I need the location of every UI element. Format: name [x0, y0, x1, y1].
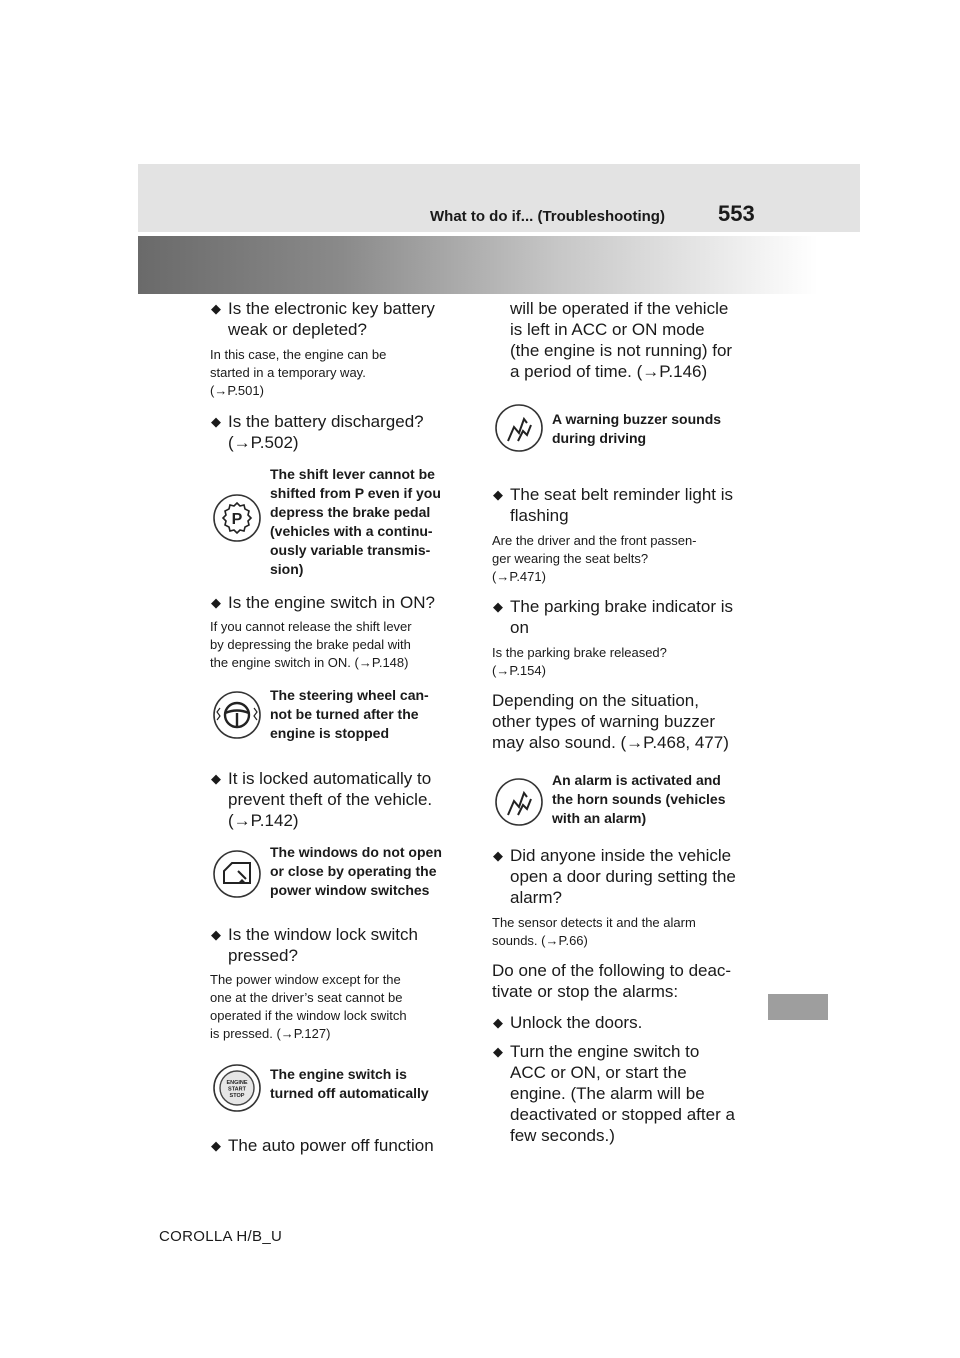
question-locked-automatically: ◆ It is locked automatically to prevent theft of the vehicle. (→P.142) — [211, 769, 433, 830]
steering-wheel-icon — [212, 690, 262, 740]
diamond-bullet-icon: ◆ — [493, 487, 503, 502]
diamond-bullet-icon: ◆ — [211, 1138, 221, 1153]
engine-start-stop-icon — [212, 1063, 262, 1113]
buzzer-icon — [494, 403, 544, 453]
answer-engine-switch-on: If you cannot release the shift lever by depressing the brake pedal with the engine switch in ON. (→P.148) — [210, 619, 412, 670]
issue-engine-switch-off — [210, 1061, 470, 1135]
issue-alarm — [492, 771, 748, 845]
warning-buzzer-note: Depending on the situation, other types of warning buzzer may also sound. (→P.468, 477) — [492, 691, 729, 752]
svg-text:P: P — [231, 511, 243, 528]
question-key-battery: ◆ Is the electronic key battery weak or depleted? — [211, 299, 435, 339]
issue-steering-wheel-label: The steering wheel can- not be turned after the engine is stopped — [270, 687, 429, 741]
diamond-bullet-icon: ◆ — [211, 414, 221, 429]
issue-engine-switch-off-label: The engine switch is turned off automatically — [270, 1066, 429, 1101]
footer-model: COROLLA H/B_U — [159, 1228, 283, 1245]
issue-windows — [210, 843, 470, 917]
question-door-opened: ◆ Did anyone inside the vehicle open a door during setting the alarm? — [493, 846, 736, 907]
shift-p-icon — [212, 493, 262, 543]
diamond-bullet-icon: ◆ — [493, 1015, 503, 1030]
deactivate-instructions: Do one of the following to deac- tivate or stop the alarms: — [492, 961, 732, 1001]
section-thumb-tab — [768, 994, 828, 1020]
svg-text:STOP: STOP — [229, 1093, 245, 1099]
answer-door-opened: The sensor detects it and the alarm sounds. (→P.66) — [492, 915, 696, 948]
issue-warning-buzzer — [492, 403, 748, 477]
issue-alarm-label: An alarm is activated and the horn sounds (vehicles with an alarm) — [552, 772, 726, 826]
auto-power-off-continued: will be operated if the vehicle is left in ACC or ON mode (the engine is not running) for a period of time. (→P.146) — [510, 299, 733, 381]
issue-steering-wheel — [210, 686, 470, 760]
diamond-bullet-icon: ◆ — [211, 595, 221, 610]
question-engine-switch-on: ◆ Is the engine switch in ON? — [211, 593, 435, 612]
alarm-icon — [494, 777, 544, 827]
svg-text:ENGINE: ENGINE — [226, 1080, 248, 1086]
step-turn-engine-switch: ◆ Turn the engine switch to ACC or ON, or start the engine. (The alarm will be deactivated or stopped after a few seconds.) — [493, 1042, 735, 1145]
question-battery-discharged: ◆ Is the battery discharged? (→P.502) — [211, 412, 424, 452]
issue-warning-buzzer-label: A warning buzzer sounds during driving — [552, 411, 722, 446]
answer-key-battery: In this case, the engine can be started in a temporary way. (→P.501) — [210, 347, 387, 398]
answer-window-lock: The power window except for the one at the driver’s seat cannot be operated if the window lock switch is pressed. (→P.127) — [210, 972, 407, 1041]
diamond-bullet-icon: ◆ — [211, 771, 221, 786]
left-column — [210, 298, 470, 1156]
issue-shift-lever-label: The shift lever cannot be shifted from P even if you depress the brake pedal (vehicles with a continu- ously variable transmis- sion) — [270, 466, 441, 577]
question-parking-brake-indicator: ◆ The parking brake indicator is on — [493, 597, 734, 637]
gradient-band — [138, 236, 818, 294]
answer-seat-belt-light: Are the driver and the front passen- ger wearing the seat belts? (→P.471) — [492, 533, 697, 584]
diamond-bullet-icon: ◆ — [493, 599, 503, 614]
issue-shift-lever — [210, 465, 470, 583]
question-window-lock: ◆ Is the window lock switch pressed? — [211, 925, 418, 965]
diamond-bullet-icon: ◆ — [493, 848, 503, 863]
answer-parking-brake-indicator: Is the parking brake released? (→P.154) — [492, 645, 667, 678]
step-unlock-doors: ◆ Unlock the doors. — [493, 1013, 643, 1032]
window-icon — [212, 849, 262, 899]
svg-text:START: START — [228, 1086, 246, 1093]
issue-windows-label: The windows do not open or close by operating the power window switches — [270, 844, 442, 898]
diamond-bullet-icon: ◆ — [211, 927, 221, 942]
diamond-bullet-icon: ◆ — [211, 301, 221, 316]
question-seat-belt-light: ◆ The seat belt reminder light is flashing — [493, 485, 733, 525]
right-column — [492, 298, 748, 1146]
page-number: 553 — [718, 201, 755, 226]
diamond-bullet-icon: ◆ — [493, 1044, 503, 1059]
section-title: What to do if... (Troubleshooting) — [430, 208, 665, 225]
question-auto-power-off: ◆ The auto power off function — [211, 1136, 434, 1155]
